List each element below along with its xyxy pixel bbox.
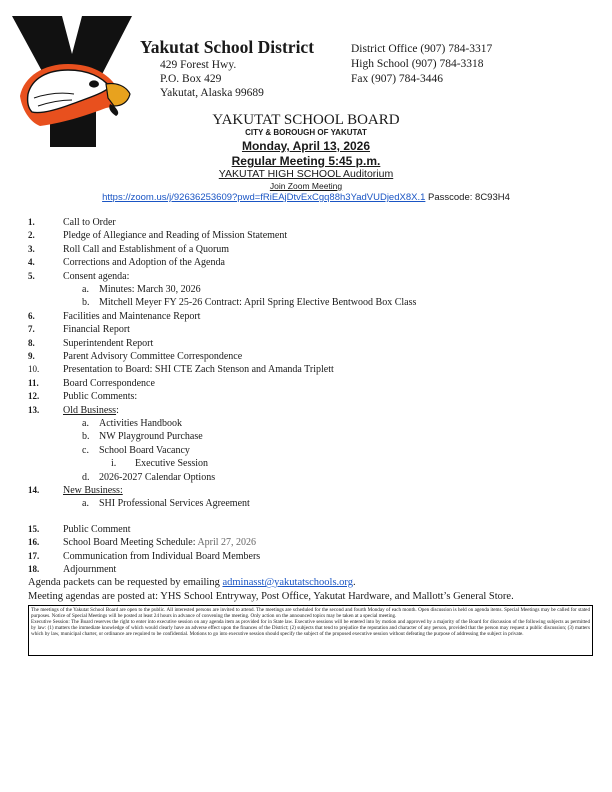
executive-session-paragraph: Executive Session: The Board reserves the right to enter into executive session on any agenda item as provided for in State law. Executive sessions will be entered into by motion and approved by a majority of the Board for discussion of the following subjects as permitted by law: (1) matters the immediate knowledge of which would clearly have an adverse effect upon the finances of the District; (2) subjects that tend to prejudice the reputation and character of any person, provided that the person may request a public discussion; (3) matters which by law, municipal charter, or ordinance are required to be confidential. Motions to go into executive session should specify the subject of the proposed executive session without defeating the purpose of addressing the subject in private. (31, 619, 590, 638)
meeting-location: YAKUTAT HIGH SCHOOL Auditorium (218, 168, 394, 180)
zoom-label: Join Zoom Meeting (269, 181, 343, 191)
meeting-notice-box (28, 605, 593, 656)
meeting-date: Monday, April 13, 2026 (241, 139, 371, 153)
district-name: Yakutat School District (140, 37, 315, 57)
posting-locations: Meeting agendas are posted at: YHS School Entryway, Post Office, Yakutat Hardware, and Mallott’s General Store. (28, 591, 514, 602)
phone-line: High School (907) 784-3318 (351, 58, 484, 70)
address-line: 429 Forest Hwy. (160, 59, 237, 71)
notice-paragraph: The meetings of the Yakutat School Board are open to the public. All interested persons are invited to attend. The meetings are scheduled for the second and fourth Monday of each month. Open discussion is held on agenda items. Special Meetings may be called for stated purposes. Notice of Special Meetings will be posted at least 24 hours in advance of convening the meeting. Only action on the announced topics may be taken at a special meeting. (31, 607, 590, 620)
zoom-line (0, 192, 612, 203)
address-line: P.O. Box 429 (160, 73, 222, 85)
phone-line: Fax (907) 784-3446 (351, 73, 443, 85)
zoom-link[interactable]: https://zoom.us/j/92636253609?pwd=fRiEAjDtvExCgq88h3YadVUDjedX8X.1 (102, 192, 426, 203)
zoom-passcode: Passcode: 8C93H4 (425, 192, 510, 203)
meeting-type: Regular Meeting 5:45 p.m. (231, 154, 381, 168)
agenda-packets-note: Agenda packets can be requested by emailing adminasst@yakutatschools.org. (28, 577, 356, 588)
board-subtitle: CITY & BOROUGH OF YAKUTAT (245, 128, 367, 137)
board-title: YAKUTAT SCHOOL BOARD (212, 112, 400, 128)
email-link[interactable]: adminasst@yakutatschools.org (222, 577, 353, 588)
address-line: Yakutat, Alaska 99689 (160, 87, 264, 99)
phone-line: District Office (907) 784-3317 (351, 43, 493, 55)
